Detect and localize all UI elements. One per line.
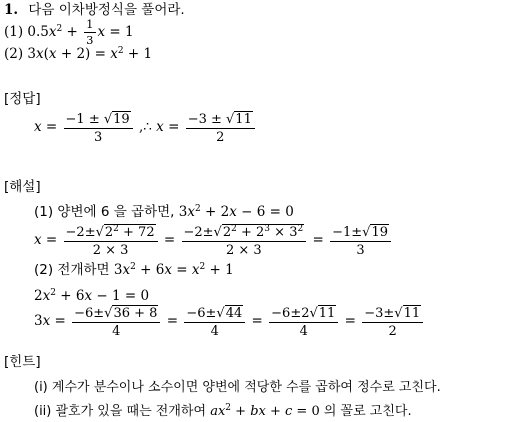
hint-line-2: (ii) 괄호가 있을 때는 전개하여 $ax^2$ + bx + c = 0 의 꼴로 고친다. [34,403,412,419]
answer-formula: x = $\frac{-1 \pm √19}{3}$ ,∴ x = $\frac{-3 \pm √11}{2}$ [34,111,257,144]
problem-instruction: 다음 이차방정식을 풀어라. [28,2,185,18]
step-2-text: (2) 전개하면 [34,262,110,278]
problem-item-2 [4,48,152,62]
hint-line-2-prefix: (ii) 괄호가 있을 때는 전개하여 [34,404,207,419]
step-1-text: (1) 양변에 6 을 곱하면, [34,204,175,220]
item-2-equation: $3x(x + 2) = x^2 + 1$ [27,46,153,62]
problem-number: 1. [4,2,19,18]
item-1-equation: $0.5x^2$ + $\frac{1}{3}$ x = 1 [27,17,134,47]
solution-step-1-formula: x = $\frac{-2\pm√2^2 + 72}{2 \times 3}$ = $\frac{-2\pm√2^2 + 2^3 \times 3^2}{2 \times 3}$ = $\frac{-1\pm√19}{3}$ [34,224,393,257]
solution-step-2-equation: $2x^2 + 6x - 1 = 0$ [34,288,150,304]
problem-item-1 [4,19,134,46]
solution-step-2-formula: 3x = $\frac{-6\pm√36 + 8}{4}$ = $\frac{-6\pm√44}{4}$ = $\frac{-6\pm 2√11}{4}$ = $\frac{-3\pm√11}{2}$ [34,305,425,338]
hint-line-1: (i) 계수가 분수이나 소수이면 양변에 적당한 수를 곱하여 정수로 고친다. [34,380,441,395]
item-1-label: (1) [4,24,24,40]
item-2-label: (2) [4,46,24,62]
hint-header: [힌트] [4,354,41,370]
solution-step-2: (2) 전개하면 $3x^2 + 6x = x^2 + 1$ [34,262,234,278]
solution-step-1: (1) 양변에 6 을 곱하면, $3x^2 + 2x - 6 = 0$ [34,204,294,220]
solution-header: [해설] [4,179,41,195]
problem-heading [4,4,185,18]
hint-line-2-suffix: 의 꼴로 고친다. [323,404,412,419]
answer-header: [정답] [4,91,41,107]
